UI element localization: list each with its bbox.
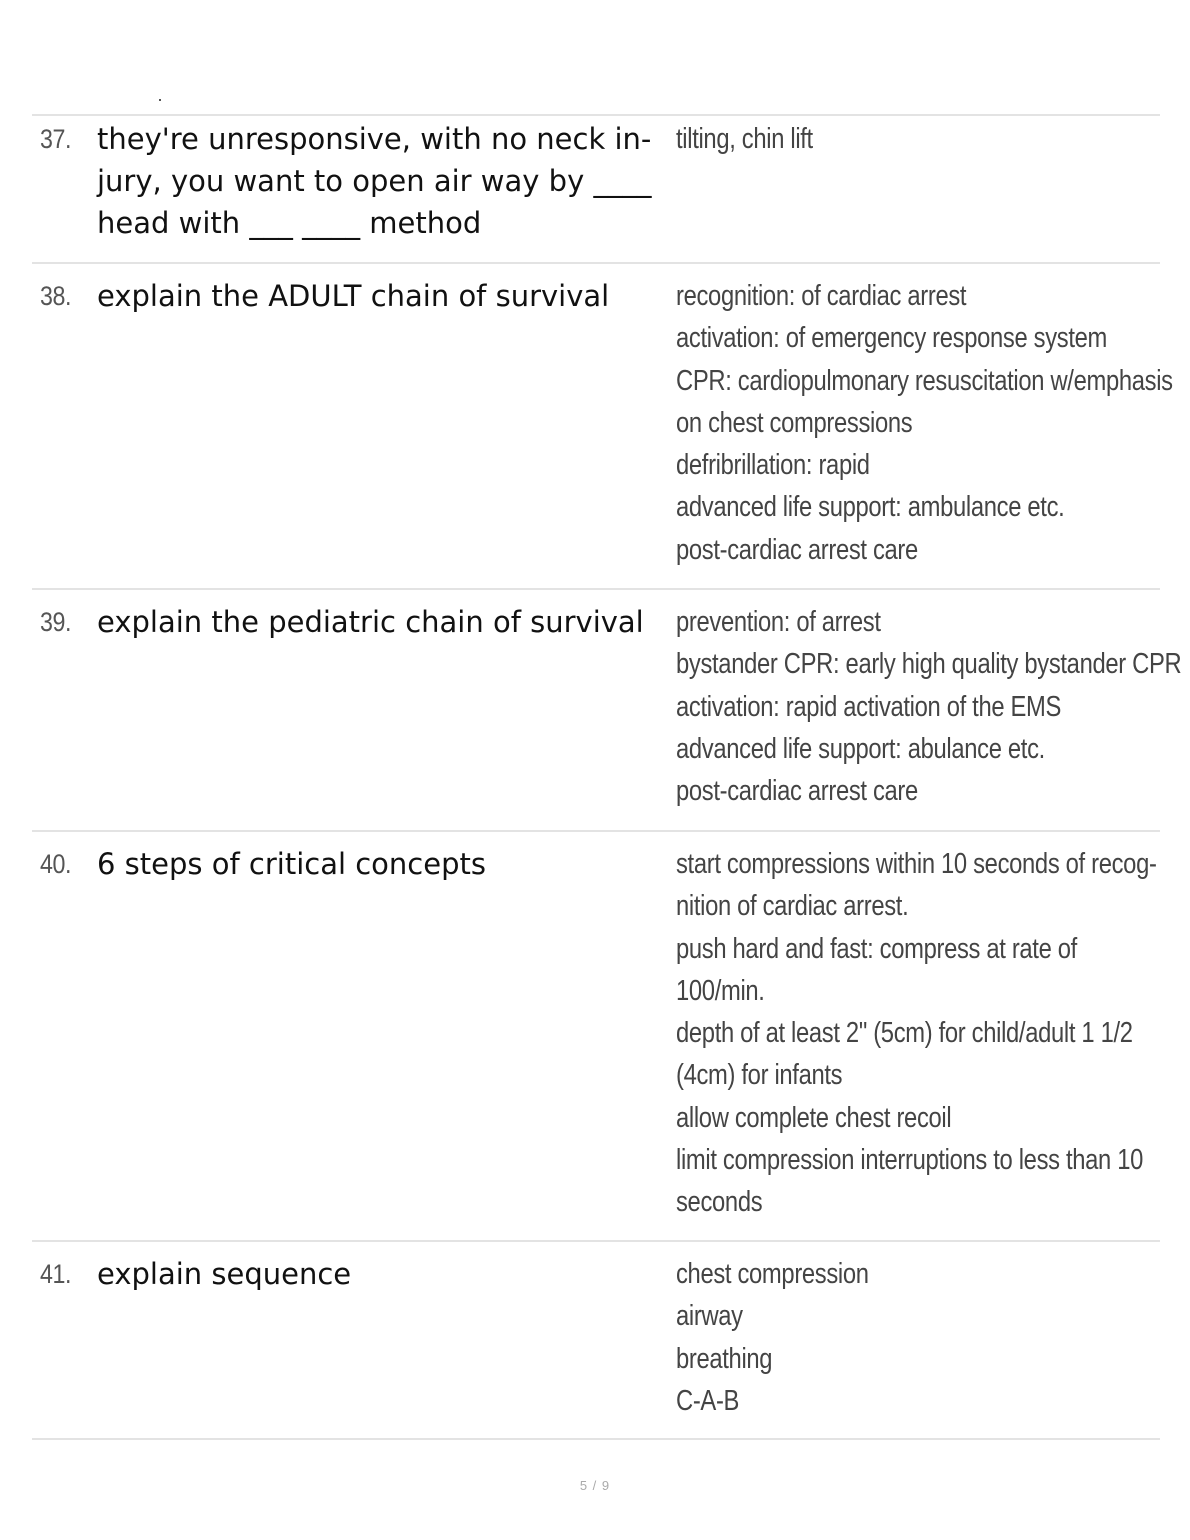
card-term: explain the ADULT chain of survival: [97, 279, 610, 313]
definition-line: C-A-B: [676, 1384, 740, 1417]
card-definition: [676, 1253, 1135, 1422]
definition-line: chest compression: [676, 1258, 869, 1290]
definition-line: prevention: of arrest: [676, 606, 881, 638]
definition-line: start compressions within 10 seconds of recog-: [676, 848, 1157, 880]
definition-line: depth of at least 2" (5cm) for child/adult 1 1/2: [676, 1017, 1133, 1050]
card-definition: [676, 601, 1182, 812]
card-number: 39.: [40, 607, 72, 637]
definition-line: CPR: cardiopulmonary resuscitation w/emphasis: [676, 364, 1173, 397]
card-term: explain sequence: [97, 1257, 352, 1291]
definition-line: limit compression interruptions to less than 10: [676, 1144, 1144, 1177]
divider: [32, 1240, 1160, 1242]
definition-line: on chest compressions: [676, 406, 913, 439]
definition-line: nition of cardiac arrest.: [676, 890, 909, 923]
definition-line: defribrillation: rapid: [676, 449, 870, 482]
card-number: 40.: [40, 849, 72, 879]
definition-line: allow complete chest recoil: [676, 1101, 952, 1134]
definition-line: breathing: [676, 1342, 773, 1375]
page-indicator: 5 / 9: [579, 1478, 611, 1493]
card-definition: [676, 275, 1173, 571]
definition-line: advanced life support: ambulance etc.: [676, 491, 1065, 524]
definition-line: airway: [676, 1300, 743, 1333]
definition-line: post-cardiac arrest care: [676, 533, 918, 566]
card-term: explain the pediatric chain of survival: [97, 605, 644, 639]
definition-line: recognition: of cardiac arrest: [676, 280, 967, 312]
definition-line: (4cm) for infants: [676, 1059, 843, 1092]
divider: [32, 1438, 1160, 1440]
card-definition: [676, 118, 1135, 160]
definition-line: advanced life support: abulance etc.: [676, 732, 1045, 765]
card-definition: [676, 843, 1157, 1224]
definition-line: seconds: [676, 1186, 763, 1219]
divider: [32, 588, 1160, 590]
definition-line: activation: rapid activation of the EMS: [676, 690, 1062, 723]
card-number: 41.: [40, 1259, 72, 1289]
divider: [32, 114, 1160, 116]
definition-line: post-cardiac arrest care: [676, 775, 918, 808]
divider: [32, 830, 1160, 832]
card-term: 6 steps of critical concepts: [97, 847, 486, 881]
stray-mark: [159, 99, 161, 101]
card-number: 38.: [40, 281, 72, 311]
term-line: they're unresponsive, with no neck in- jury, you want to open air way by ____ head with ___ ____ method: [97, 122, 652, 240]
definition-line: push hard and fast: compress at rate of: [676, 932, 1077, 965]
definition-line: 100/min.: [676, 974, 765, 1007]
card-number: 37.: [40, 124, 72, 154]
definition-line: tilting, chin lift: [676, 123, 813, 155]
definition-line: activation: of emergency response system: [676, 322, 1107, 355]
definition-line: bystander CPR: early high quality bystander CPR: [676, 648, 1182, 681]
divider: [32, 262, 1160, 264]
card-term: [97, 118, 657, 244]
